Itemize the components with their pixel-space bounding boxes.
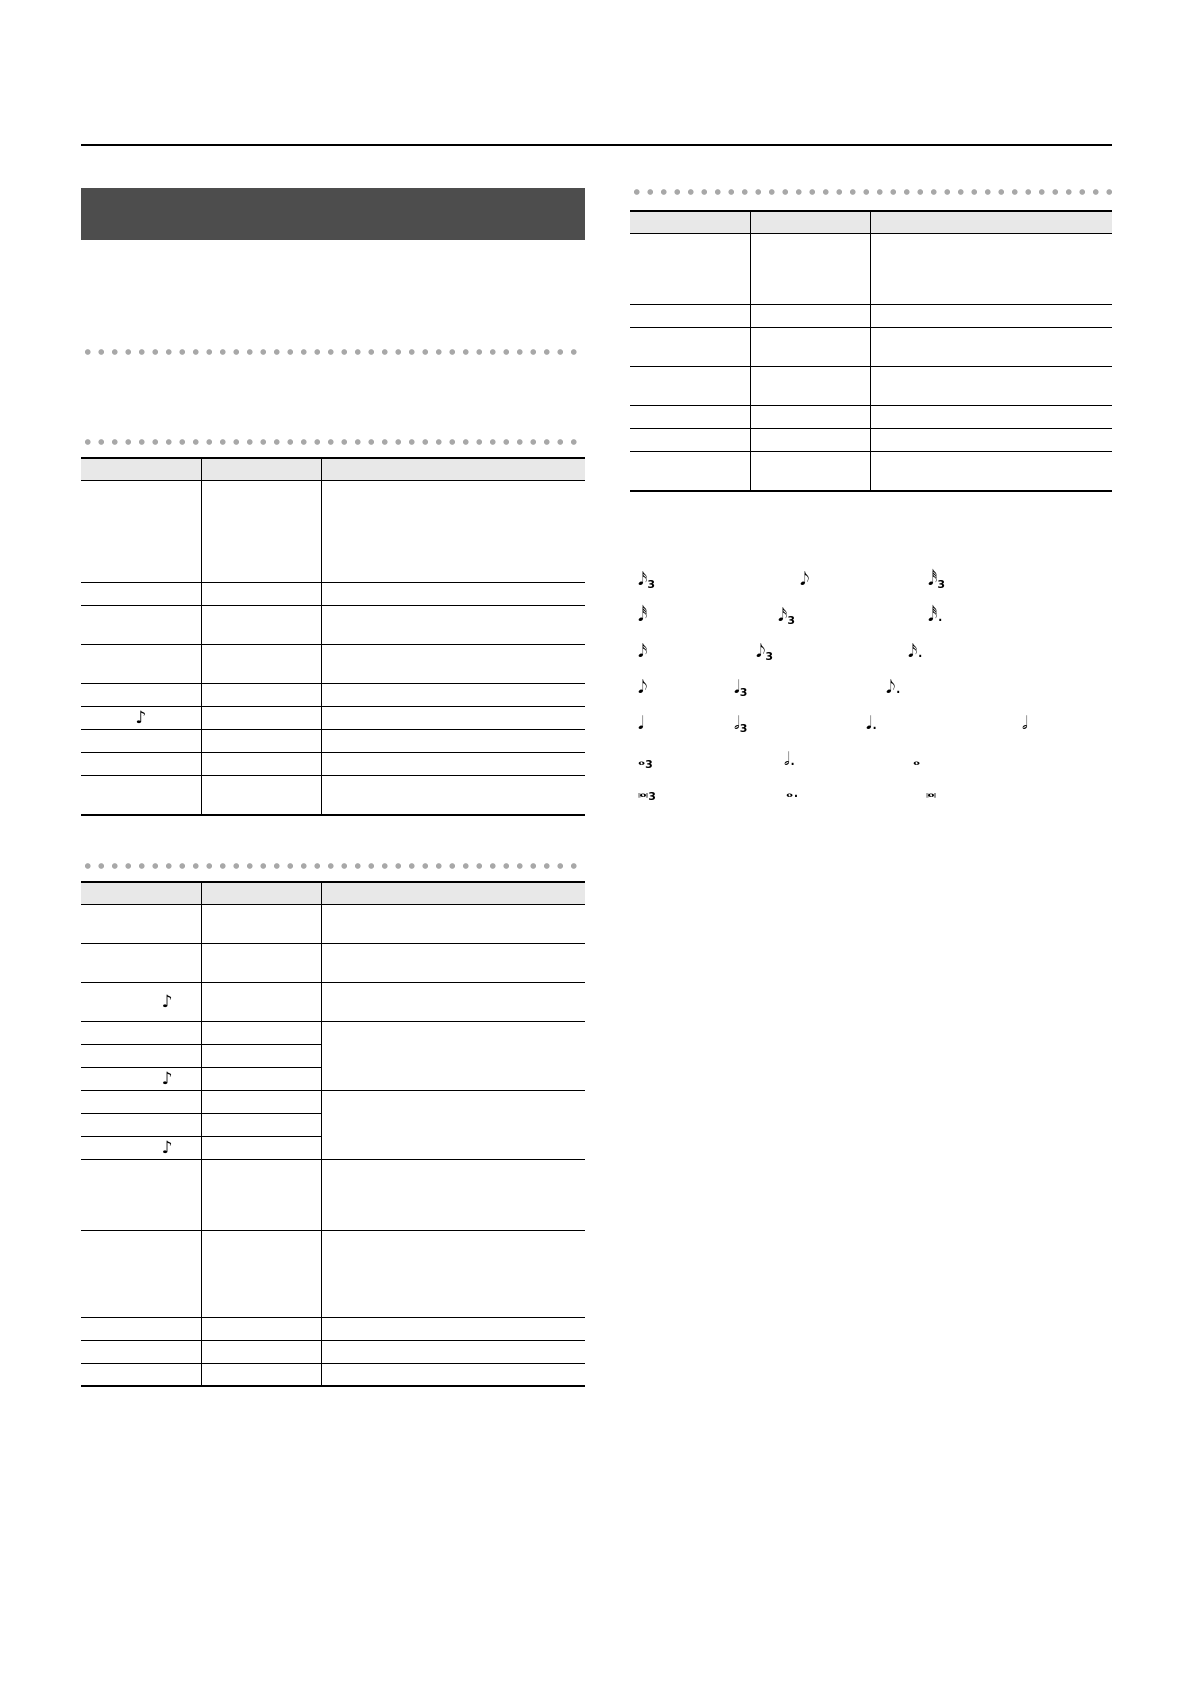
header-cell-description [321, 882, 585, 905]
table-row [81, 645, 585, 684]
table-cell-value [750, 429, 870, 452]
header-cell-value [201, 882, 321, 905]
table-cell-value [201, 1317, 321, 1340]
table-cell-description [321, 943, 585, 982]
table-row [81, 583, 585, 606]
table-row [81, 1317, 585, 1340]
table-cell-description [321, 583, 585, 606]
table-cell-value [750, 328, 870, 367]
dotted-divider [81, 862, 577, 870]
note-symbol-icon: $𝅘𝅥_3$ [734, 677, 748, 699]
table-cell-description [321, 1230, 585, 1317]
table-cell-parameter [81, 645, 201, 684]
table-row [81, 982, 585, 1021]
table-row [630, 305, 1112, 328]
table-cell-description [321, 684, 585, 707]
eighth-note-icon: ♪ [81, 982, 201, 1021]
eighth-note-icon: ♪ [81, 1136, 201, 1159]
table-cell-parameter [81, 481, 201, 583]
table-row [81, 753, 585, 776]
table-cell-description [321, 606, 585, 645]
table-row [81, 1021, 585, 1044]
second-parameter-table [81, 881, 585, 1388]
table-cell-description [321, 1317, 585, 1340]
note-symbol-icon: 𝅘𝅥𝅰 [638, 605, 648, 626]
right-column [630, 188, 1112, 492]
table-cell-value [201, 645, 321, 684]
table-cell-parameter [81, 753, 201, 776]
table-row [81, 730, 585, 753]
section-heading-banner [81, 188, 585, 240]
note-symbol-icon: $𝅘𝅥𝅰_3$ [928, 569, 945, 591]
triplet-marker: 3 [765, 650, 774, 663]
table-row [81, 1230, 585, 1317]
header-cell-parameter [81, 458, 201, 481]
intro-paragraph [81, 240, 585, 330]
table-cell-description [321, 481, 585, 583]
header-cell-parameter [630, 211, 750, 234]
table-cell-parameter [630, 429, 750, 452]
table-cell-description [321, 1021, 585, 1090]
table-cell-description [321, 1090, 585, 1159]
table-row [630, 429, 1112, 452]
table-cell-parameter [81, 1317, 201, 1340]
table-cell-value [201, 481, 321, 583]
note-symbol-icon: $𝅘𝅥𝅯_3$ [778, 605, 796, 627]
table-cell-parameter [81, 1021, 201, 1044]
table-cell-value [750, 234, 870, 305]
table-cell-value [201, 1067, 321, 1090]
table-cell-value [201, 943, 321, 982]
table-cell-value [750, 406, 870, 429]
dotted-divider [630, 188, 1112, 196]
table-header-row [630, 211, 1112, 234]
table-cell-parameter [630, 305, 750, 328]
table-cell-description [321, 730, 585, 753]
eighth-note-icon: ♪ [81, 1067, 201, 1090]
table-cell-value [201, 982, 321, 1021]
table-row [630, 406, 1112, 429]
table-cell-value [750, 305, 870, 328]
table-cell-description [870, 429, 1112, 452]
table-cell-value [201, 583, 321, 606]
header-rule [81, 144, 1112, 146]
note-symbol-icon: $𝅘𝅥𝅯_3$ [638, 569, 656, 591]
table-cell-parameter [81, 1044, 201, 1067]
table-cell-description [321, 1363, 585, 1386]
triplet-marker: 3 [739, 722, 748, 735]
table-row [81, 606, 585, 645]
table-cell-value [201, 1230, 321, 1317]
note-symbol-icon: 𝅘𝅥𝅯 [638, 641, 648, 662]
table-cell-parameter [81, 943, 201, 982]
table-cell-value [201, 753, 321, 776]
table-cell-parameter [630, 452, 750, 491]
table-cell-description [870, 452, 1112, 491]
table-cell-value [201, 684, 321, 707]
note-symbol-icon: 𝅘𝅥𝅮 [638, 677, 648, 698]
table-cell-description [321, 753, 585, 776]
table-row [81, 707, 585, 730]
note-symbol-icon: $𝅗𝅥_3$ [734, 713, 748, 735]
header-cell-description [870, 211, 1112, 234]
table-row [81, 1090, 585, 1113]
note-symbol-icon: $𝅜_3$ [638, 781, 656, 803]
table-cell-parameter [81, 904, 201, 943]
note-symbol-icon: 𝅜 [926, 781, 937, 802]
table-cell-description [870, 367, 1112, 406]
subsection-body [81, 356, 585, 438]
table-cell-value [201, 1044, 321, 1067]
table-cell-value [201, 730, 321, 753]
header-cell-value [750, 211, 870, 234]
header-cell-description [321, 458, 585, 481]
right-parameter-table [630, 210, 1112, 492]
table-cell-value [201, 904, 321, 943]
table-header-row [81, 458, 585, 481]
table-cell-value [201, 707, 321, 730]
note-symbol-icon: 𝅘𝅥𝅮 [800, 569, 810, 590]
table-cell-parameter [630, 367, 750, 406]
table-cell-parameter [81, 1363, 201, 1386]
table-cell-parameter [81, 1230, 201, 1317]
dotted-divider [81, 438, 577, 446]
eighth-note-icon: ♪ [81, 707, 201, 730]
table-cell-value [201, 1113, 321, 1136]
table-cell-value [201, 776, 321, 815]
table-cell-value [201, 606, 321, 645]
table-cell-parameter [630, 406, 750, 429]
table-cell-parameter [81, 606, 201, 645]
table-row [81, 943, 585, 982]
table-cell-description [870, 328, 1112, 367]
table-cell-parameter [81, 776, 201, 815]
table-row [81, 1363, 585, 1386]
tempo-sync-table [81, 457, 585, 816]
table-cell-value [201, 1090, 321, 1113]
table-cell-value [201, 1159, 321, 1230]
table-row [81, 481, 585, 583]
note-symbol-icon: 𝅗𝅥. [784, 749, 796, 770]
table-row [630, 452, 1112, 491]
note-symbol-icon: 𝅘𝅥𝅰. [928, 605, 944, 626]
table-row [81, 776, 585, 815]
triplet-marker: 3 [648, 790, 656, 803]
note-symbol-icon: 𝅝 [913, 749, 921, 770]
table-cell-description [870, 406, 1112, 429]
dotted-divider [81, 348, 577, 356]
table-cell-value [201, 1136, 321, 1159]
header-cell-value [201, 458, 321, 481]
table-row [630, 367, 1112, 406]
table-row [81, 1159, 585, 1230]
table-cell-description [321, 645, 585, 684]
note-symbol-icon: 𝅘𝅥𝅯. [908, 641, 924, 662]
table-row [81, 1340, 585, 1363]
table-cell-parameter [81, 1113, 201, 1136]
note-symbol-icon: 𝅘𝅥𝅮. [886, 677, 902, 698]
table-cell-parameter [81, 1340, 201, 1363]
table-cell-value [750, 367, 870, 406]
note-symbol-icon: $𝅘𝅥𝅮_3$ [756, 641, 774, 663]
note-symbol-icon: 𝅘𝅥 [638, 713, 644, 734]
triplet-marker: 3 [645, 758, 653, 771]
triplet-marker: 3 [937, 578, 945, 591]
table-cell-value [201, 1340, 321, 1363]
note-symbol-icon: 𝅝. [786, 781, 799, 802]
table-row [630, 328, 1112, 367]
triplet-marker: 3 [647, 578, 656, 591]
table-cell-parameter [81, 1090, 201, 1113]
table-cell-description [321, 904, 585, 943]
table-cell-description [870, 305, 1112, 328]
note-symbol-icon: $𝅝_3$ [638, 749, 653, 771]
note-symbol-icon: 𝅘𝅥. [866, 713, 878, 734]
table-cell-value [201, 1021, 321, 1044]
triplet-marker: 3 [739, 686, 748, 699]
table-cell-parameter [630, 234, 750, 305]
table-header-row [81, 882, 585, 905]
triplet-marker: 3 [787, 614, 796, 627]
table-cell-description [321, 982, 585, 1021]
table-cell-description [321, 776, 585, 815]
table-cell-parameter [81, 1159, 201, 1230]
header-cell-parameter [81, 882, 201, 905]
table-row [81, 684, 585, 707]
table-cell-description [870, 234, 1112, 305]
table-cell-description [321, 1340, 585, 1363]
table-cell-value [201, 1363, 321, 1386]
table-cell-description [321, 1159, 585, 1230]
left-column [81, 188, 585, 1387]
table-cell-parameter [81, 730, 201, 753]
table-row [81, 904, 585, 943]
table-cell-parameter [81, 583, 201, 606]
table-cell-description [321, 707, 585, 730]
table-cell-parameter [630, 328, 750, 367]
table-cell-parameter [81, 684, 201, 707]
note-symbol-icon: 𝅗𝅥 [1022, 713, 1028, 734]
table-row [630, 234, 1112, 305]
table-cell-value [750, 452, 870, 491]
